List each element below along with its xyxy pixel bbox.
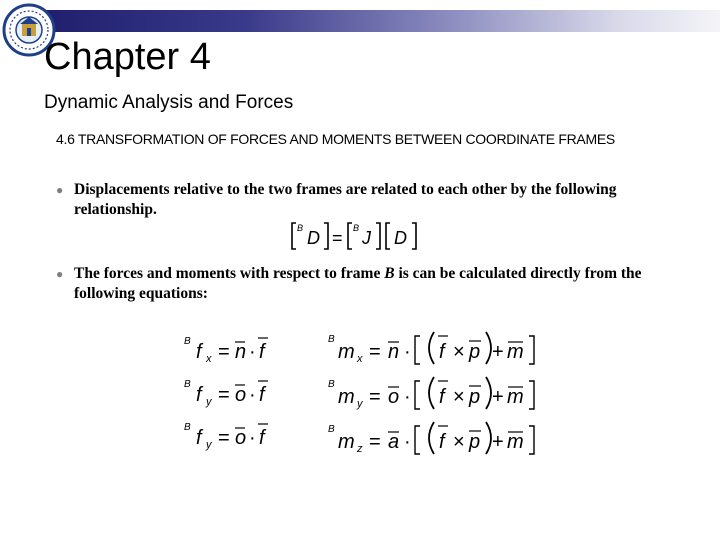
page-subtitle: Dynamic Analysis and Forces	[44, 92, 294, 113]
svg-text:B: B	[184, 422, 191, 433]
force-equation-third	[182, 418, 282, 454]
bullet-dot-icon: ●	[56, 267, 64, 281]
svg-text:=: =	[332, 228, 343, 248]
svg-text:·: ·	[249, 427, 256, 449]
bullet-dot-icon: ●	[56, 183, 64, 197]
svg-text:·: ·	[404, 431, 411, 453]
page-title: Chapter 4	[44, 36, 211, 78]
svg-text:f: f	[439, 386, 445, 408]
svg-text:=: =	[218, 384, 230, 406]
moment-equation-x	[326, 328, 546, 368]
svg-text:m: m	[507, 386, 524, 408]
svg-text:=: =	[369, 386, 381, 408]
rhs2-symbol: D	[394, 228, 407, 248]
svg-text:n: n	[235, 341, 247, 363]
rhs1-superscript: B	[353, 223, 360, 233]
svg-text:=: =	[369, 341, 381, 363]
svg-text:f: f	[259, 341, 265, 363]
svg-text:+: +	[492, 341, 504, 363]
lhs-symbol: D	[307, 228, 320, 248]
svg-text:=: =	[218, 341, 230, 363]
svg-text:f: f	[439, 341, 445, 363]
svg-text:z: z	[357, 443, 363, 455]
svg-text:B: B	[184, 336, 191, 347]
force-equation-x	[182, 332, 282, 368]
svg-text:B: B	[328, 334, 335, 345]
svg-text:+: +	[492, 431, 504, 453]
svg-text:m: m	[507, 431, 524, 453]
svg-text:m: m	[338, 431, 355, 453]
svg-text:o: o	[388, 386, 400, 408]
bullet-text: Displacements relative to the two frames are related to each other by the following relationship.	[74, 181, 617, 218]
moment-equation-z	[326, 418, 546, 458]
moment-equation-y	[326, 373, 546, 413]
svg-text:+: +	[492, 386, 504, 408]
section-heading: 4.6 TRANSFORMATION OF FORCES AND MOMENTS BETWEEN COORDINATE FRAMES	[56, 131, 615, 147]
displacement-equation	[290, 220, 430, 252]
svg-text:y: y	[206, 439, 212, 451]
svg-text:·: ·	[249, 384, 256, 406]
svg-text:f: f	[259, 427, 265, 449]
rhs1-symbol: J	[362, 228, 371, 248]
lhs-superscript: B	[297, 223, 304, 233]
svg-text:B: B	[328, 424, 335, 435]
svg-text:f: f	[196, 384, 202, 406]
svg-text:=: =	[369, 431, 381, 453]
svg-text:m: m	[338, 341, 355, 363]
svg-text:p: p	[469, 386, 481, 408]
force-equation-y	[182, 375, 282, 411]
svg-text:f: f	[196, 427, 202, 449]
svg-text:B: B	[328, 379, 335, 390]
svg-text:f: f	[259, 384, 265, 406]
svg-text:f: f	[196, 341, 202, 363]
svg-text:x: x	[206, 353, 212, 365]
svg-text:n: n	[388, 341, 400, 363]
svg-text:p: p	[469, 431, 481, 453]
svg-text:f: f	[439, 431, 445, 453]
svg-text:·: ·	[404, 341, 411, 363]
svg-text:B: B	[184, 379, 191, 390]
bullet-text: The forces and moments with respect to frame B is can be calculated directly from the following equations:	[74, 265, 642, 302]
svg-text:·: ·	[404, 386, 411, 408]
svg-text:y: y	[206, 396, 212, 408]
svg-text:m: m	[338, 386, 355, 408]
svg-text:m: m	[507, 341, 524, 363]
svg-text:×: ×	[453, 431, 465, 453]
title-bar-gradient	[44, 10, 720, 32]
svg-text:=: =	[218, 427, 230, 449]
svg-text:y: y	[357, 398, 363, 410]
svg-text:o: o	[235, 384, 247, 406]
svg-text:o: o	[235, 427, 247, 449]
svg-text:x: x	[357, 353, 363, 365]
svg-text:a: a	[388, 431, 400, 453]
svg-text:×: ×	[453, 386, 465, 408]
svg-text:p: p	[469, 341, 481, 363]
svg-text:×: ×	[453, 341, 465, 363]
svg-text:·: ·	[249, 341, 256, 363]
